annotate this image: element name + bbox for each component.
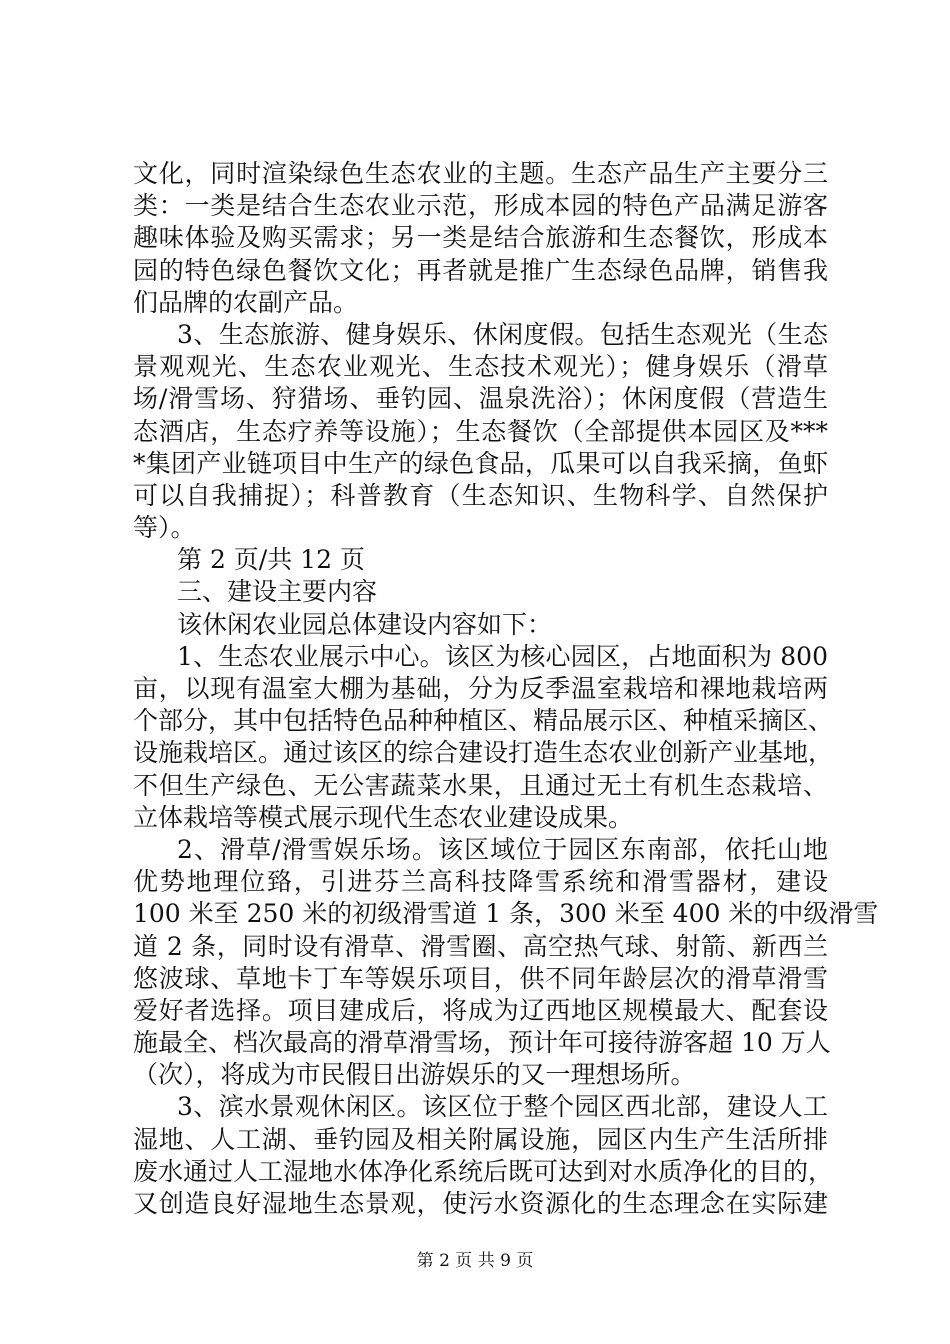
text-line: 施最全、档次最高的滑草滑雪场，预计年可接待游客超 10 万人 <box>133 1028 831 1058</box>
text-line: 3、滨水景观休闲区。该区位于整个园区西北部，建设人工 <box>177 1092 828 1122</box>
text-line: （次），将成为市民假日出游娱乐的又一理想场所。 <box>133 1060 696 1090</box>
page-footer: 第 2 页 共 9 页 <box>416 1251 534 1271</box>
text-line: 立体栽培等模式展示现代生态农业建设成果。 <box>133 802 634 832</box>
text-line: 废水通过人工湿地水体净化系统后既可达到对水质净化的目的， <box>133 1156 834 1186</box>
text-line: 个部分，其中包括特色品种种植区、精品展示区、种植采摘区、 <box>133 706 834 736</box>
text-line: 1、生态农业展示中心。该区为核心园区，占地面积为 800 <box>177 641 828 671</box>
text-line: 三、建设主要内容 <box>177 577 378 607</box>
text-line: 景观观光、生态农业观光、生态技术观光）；健身娱乐（滑草 <box>133 352 828 382</box>
document-body <box>133 158 879 1220</box>
text-line: 设施栽培区。通过该区的综合建设打造生态农业创新产业基地， <box>133 738 834 768</box>
text-line: 100 米至 250 米的初级滑雪道 1 条，300 米至 400 米的中级滑雪 <box>133 899 879 929</box>
text-line: 又创造良好湿地生态景观，使污水资源化的生态理念在实际建 <box>133 1189 828 1218</box>
text-line: 湿地、人工湖、垂钓园及相关附属设施，园区内生产生活所排 <box>133 1124 828 1154</box>
text-line: 亩，以现有温室大棚为基础，分为反季温室栽培和裸地栽培两 <box>133 674 828 703</box>
text-line: 可以自我捕捉）；科普教育（生态知识、生物科学、自然保护 <box>133 480 828 510</box>
text-line: 文化，同时渲染绿色生态农业的主题。生态产品生产主要分三 <box>133 159 828 188</box>
text-line: 悠波球、草地卡丁车等娱乐项目，供不同年龄层次的滑草滑雪 <box>133 963 828 993</box>
text-line: 类：一类是结合生态农业示范，形成本园的特色产品满足游客 <box>133 191 828 221</box>
text-line: 场/滑雪场、狩猎场、垂钓园、温泉洗浴）；休闲度假（营造生 <box>133 384 828 414</box>
text-line: *集团产业链项目中生产的绿色食品，瓜果可以自我采摘，鱼虾 <box>133 448 828 478</box>
text-line: 优势地理位臵，引进芬兰高科技降雪系统和滑雪器材，建设 <box>133 867 828 897</box>
text-line: 等）。 <box>133 513 196 543</box>
text-line: 2、滑草/滑雪娱乐场。该区域位于园区东南部，依托山地 <box>177 834 828 864</box>
text-line: 不但生产绿色、无公害蔬菜水果，且通过无土有机生态栽培、 <box>133 770 828 800</box>
text-line: 态酒店，生态疗养等设施）；生态餐饮（全部提供本园区及*** <box>133 416 828 446</box>
text-line: 道 2 条，同时设有滑草、滑雪圈、高空热气球、射箭、新西兰 <box>133 931 828 961</box>
text-line: 第 2 页/共 12 页 <box>177 545 365 575</box>
text-line: 趣味体验及购买需求；另一类是结合旅游和生态餐饮，形成本 <box>133 223 828 253</box>
text-line: 们品牌的农副产品。 <box>133 287 359 317</box>
text-line: 3、生态旅游、健身娱乐、休闲度假。包括生态观光（生态 <box>177 319 828 349</box>
text-line: 园的特色绿色餐饮文化；再者就是推广生态绿色品牌，销售我 <box>133 255 828 285</box>
text-line: 该休闲农业园总体建设内容如下： <box>177 609 553 639</box>
text-line: 爱好者选择。项目建成后，将成为辽西地区规模最大、配套设 <box>133 995 828 1025</box>
